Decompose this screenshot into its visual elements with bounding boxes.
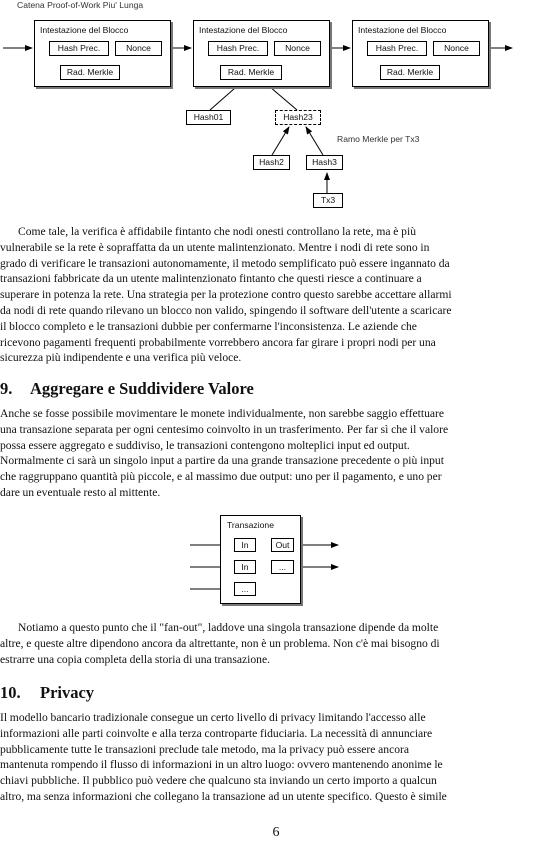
- tx3-box: Tx3: [313, 193, 343, 208]
- block-title: Intestazione del Blocco: [40, 25, 129, 35]
- merkle-root-box: Rad. Merkle: [60, 65, 120, 80]
- paragraph-combining-value: Anche se fosse possibile movimentare le monete individualmente, non sarebbe saggio effettuare una transazione separata per ogni centesimo coinvolto in un trasferimento. Per far sì che il valore possa essere aggregato e suddiviso, le transazioni contengono molteplici input ed output. Normalmente ci sarà un singolo input a partire da una grande transazione precedente o più input che raggruppano quantità più piccole, e al massimo due output: uno per il pagamento, e uno per dare un eventuale resto al mittente.: [0, 407, 449, 499]
- output-box-1: Out: [271, 538, 294, 552]
- figure-caption: Catena Proof-of-Work Piu' Lunga: [17, 0, 144, 10]
- block-title: Intestazione del Blocco: [358, 25, 447, 35]
- output-box-2: ...: [271, 560, 294, 574]
- hash23-box: Hash23: [275, 110, 321, 125]
- section-heading-10: 10. Privacy: [0, 683, 95, 702]
- input-box-1: In: [234, 538, 256, 552]
- input-box-3: ...: [234, 582, 256, 596]
- merkle-root-box: Rad. Merkle: [220, 65, 282, 80]
- prev-hash-box: Hash Prec.: [208, 41, 268, 56]
- hash2-box: Hash2: [253, 155, 290, 170]
- transaction-title: Transazione: [227, 520, 274, 530]
- hash3-box: Hash3: [306, 155, 343, 170]
- nonce-box: Nonce: [274, 41, 321, 56]
- paragraph-fan-out: Notiamo a questo punto che il "fan-out", laddove una singola transazione dipende da molte altre, e queste altre dipendono ancora da altrettante, non è un problema. Non c'è mai bisogno di estrarre una copia completa della storia di una transazione.: [0, 621, 440, 666]
- page-number: 6: [272, 825, 280, 840]
- nonce-box: Nonce: [433, 41, 480, 56]
- block-title: Intestazione del Blocco: [199, 25, 288, 35]
- merkle-root-box: Rad. Merkle: [380, 65, 440, 80]
- nonce-box: Nonce: [115, 41, 162, 56]
- prev-hash-box: Hash Prec.: [367, 41, 427, 56]
- paragraph-privacy: Il modello bancario tradizionale consegue un certo livello di privacy limitando l'accesso alle informazioni alle parti coinvolte e alla terza controparte fiduciaria. La necessità di annunciare pubblicamente tutte le transazioni preclude tale metodo, ma la privacy può essere ancora mantenuta rompendo il flusso di informazioni in un altro luogo: ovvero mantenendo anonime le chiavi pubbliche. Il pubblico può vedere che qualcuno sta inviando un certo importo a qualcun altro, ma senza informazioni che collegano la transazione ad un utente specifico. Questo è simile: [0, 711, 447, 803]
- section-heading-9: 9. Aggregare e Suddividere Valore: [0, 379, 254, 398]
- paragraph-verification: Come tale, la verifica è affidabile fintanto che nodi onesti controllano la rete, ma è più vulnerabile se la rete è sopraffatta da un utente malintenzionato. Mentre i nodi di rete sono in grado di verificare le transazioni autonomamente, il metodo semplificato può essere ingannato da transazioni fabbricate da un utente malintenzionato fintanto che questi riesce a continuare a superare in potenza la rete. Una strategia per la protezione contro questo sarebbe accettare allarmi da nodi di rete quando rilevano un blocco non valido, spingendo il software dell'utente a scaricare il blocco completo e le transazioni dubbie per confermarne l'inconsistenza. Le aziende che ricevono pagamenti frequenti probabilmente vorrebbero ancora far girare i propri nodi per una sicurezza più indipendente e una verifica più veloce.: [0, 225, 452, 365]
- prev-hash-box: Hash Prec.: [49, 41, 109, 56]
- hash01-box: Hash01: [186, 110, 231, 125]
- input-box-2: In: [234, 560, 256, 574]
- merkle-branch-label: Ramo Merkle per Tx3: [337, 134, 420, 144]
